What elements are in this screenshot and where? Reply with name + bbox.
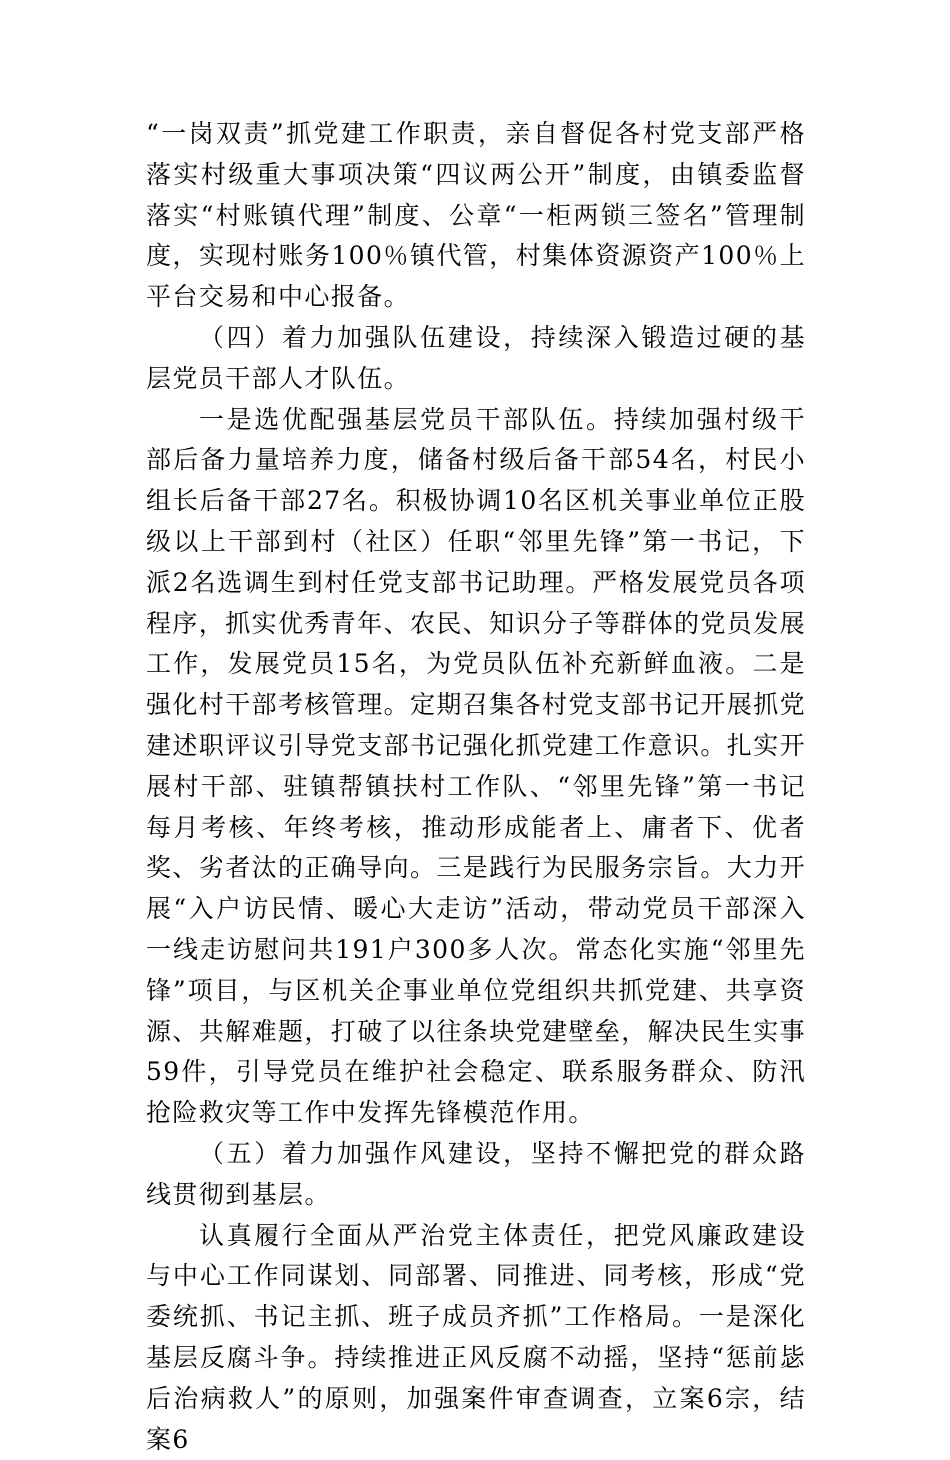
paragraph-responsibility-system: “一岗双责”抓党建工作职责，亲自督促各村党支部严格落实村级重大事项决策“四议两公开”制度，由镇委监督落实“村账镇代理”制度、公章“一柜两锁三签名”管理制度，实现村账务100％镇代管，村集体资源资产100％上平台交易和中心报备。 bbox=[146, 119, 806, 312]
section-heading-work-style: （五）着力加强作风建设，坚持不懈把党的群众路线贯彻到基层。 bbox=[146, 1138, 806, 1209]
paragraph-work-style: 认真履行全面从严治党主体责任，把党风廉政建设与中心工作同谋划、同部署、同推进、同考核，形成“党委统抓、书记主抓、班子成员齐抓”工作格局。一是深化基层反腐斗争。持续推进正风反腐不动摇，坚持“惩前毖后治病救人”的原则，加强案件审查调查，立案6宗，结案6 bbox=[146, 1220, 806, 1454]
section-heading-team-building: （四）着力加强队伍建设，持续深入锻造过硬的基层党员干部人才队伍。 bbox=[146, 322, 806, 393]
paragraph-team-building: 一是选优配强基层党员干部队伍。持续加强村级干部后备力量培养力度，储备村级后备干部54名，村民小组长后备干部27名。积极协调10名区机关事业单位正股级以上干部到村（社区）任职“邻里先锋”第一书记，下派2名选调生到村任党支部书记助理。严格发展党员各项程序，抓实优秀青年、农民、知识分子等群体的党员发展工作，发展党员15名，为党员队伍补充新鲜血液。二是强化村干部考核管理。定期召集各村党支部书记开展抓党建述职评议引导党支部书记强化抓党建工作意识。扎实开展村干部、驻镇帮镇扶村工作队、“邻里先锋”第一书记每月考核、年终考核，推动形成能者上、庸者下、优者奖、劣者汰的正确导向。三是践行为民服务宗旨。大力开展“入户访民情、暖心大走访”活动，带动党员干部深入一线走访慰问共191户300多人次。常态化实施“邻里先锋”项目，与区机关企事业单位党组织共抓党建、共享资源、共解难题，打破了以往条块党建壁垒，解决民生实事59件，引导党员在维护社会稳定、联系服务群众、防汛抢险救灾等工作中发挥先锋模范作用。 bbox=[146, 404, 807, 1128]
document-body bbox=[146, 114, 806, 1460]
